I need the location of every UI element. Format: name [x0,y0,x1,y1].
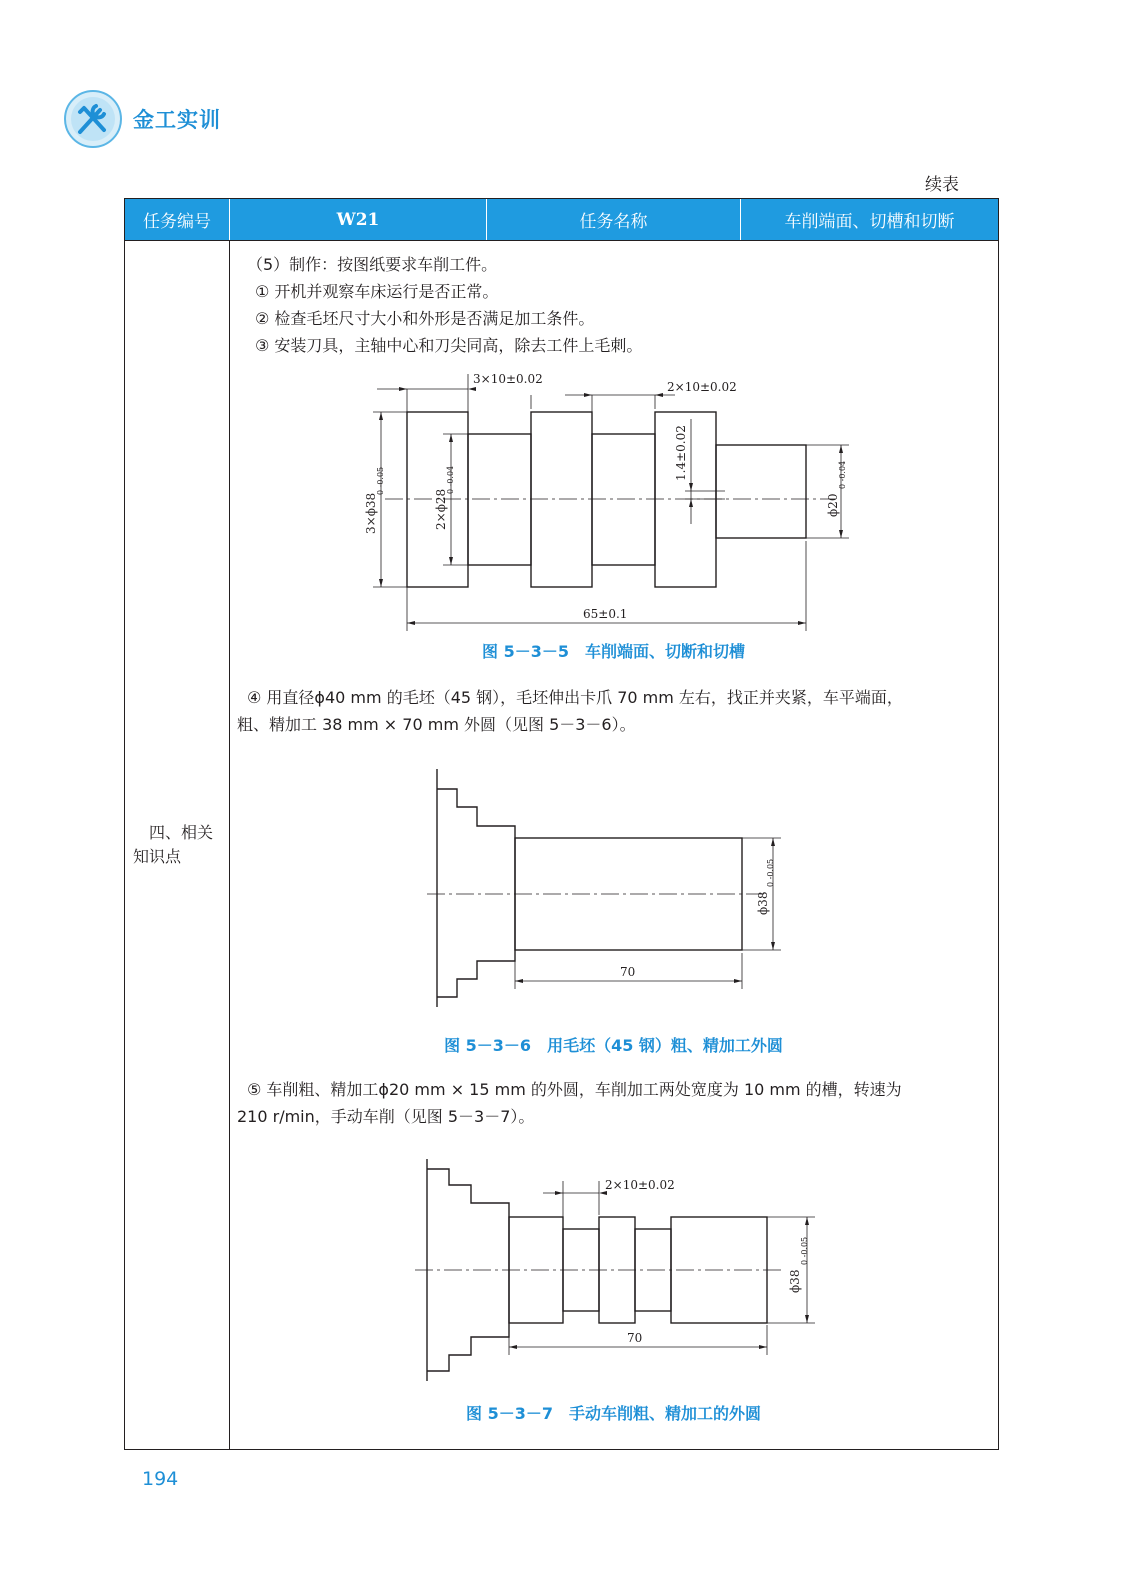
fig1-dim-left-inner: 2×ϕ28 [434,488,448,530]
step-item-2: ② 检查毛坯尺寸大小和外形是否满足加工条件。 [255,309,595,328]
fig1-dim-bottom: 65±0.1 [583,607,628,621]
step-item-3: ③ 安装刀具，主轴中心和刀尖同高，除去工件上毛刺。 [255,336,643,355]
task-table [124,198,999,1450]
header-task-number-label: 任务编号 [125,199,230,240]
page-number: 194 [142,1468,179,1490]
fig3-dim-right-tol: 0 -0.05 [800,1236,809,1265]
table-header-row [125,199,998,241]
figure-5-3-5-drawing [365,369,885,639]
fig1-dim-offset: 1.4±0.02 [674,425,688,481]
fig3-dim-top: 2×10±0.02 [605,1178,675,1192]
book-title: 金工实训 [133,108,221,132]
step-5-line-2: 210 r/min，手动车削（见图 5－3－7）。 [237,1107,535,1126]
figure-5-3-7-caption: 图 5－3－7 手动车削粗、精加工的外圆 [466,1404,761,1423]
figure-5-3-6-caption: 图 5－3－6 用毛坯（45 钢）粗、精加工外圆 [444,1036,783,1055]
step-5-line-1: ⑤ 车削粗、精加工ϕ20 mm × 15 mm 的外圆，车削加工两处宽度为 10 mm 的槽，转速为 [247,1080,902,1099]
fig1-dim-left-outer: 3×ϕ38 [364,492,378,534]
header-task-name-value: 车削端面、切槽和切断 [784,212,955,232]
fig1-dim-right: ϕ20 [826,493,840,517]
section-label-line-2: 知识点 [133,847,182,866]
section-label [133,821,213,869]
step-4-line-2: 粗、精加工 38 mm × 70 mm 外圆（见图 5－3－6）。 [237,715,636,734]
book-logo [62,88,124,150]
fig3-dim-right: ϕ38 [788,1269,802,1293]
fig2-dim-right: ϕ38 [756,891,770,915]
content-cell [237,241,990,1449]
fig1-dim-top-left: 3×10±0.02 [473,372,543,386]
figure-5-3-7-drawing [405,1159,825,1389]
header-task-number-value: W21 [230,199,487,240]
section-label-line-1: 四、相关 [149,823,214,842]
fig1-dim-left-inner-tol: 0 -0.04 [446,465,455,494]
table-continued-note: 续表 [925,175,959,195]
step-5-heading: （5）制作：按图纸要求车削工件。 [247,255,498,274]
section-label-cell [125,241,230,1449]
fig1-dim-left-outer-tol: 0 -0.05 [376,466,385,495]
step-item-1: ① 开机并观察车床运行是否正常。 [255,282,499,301]
step-4-line-1: ④ 用直径ϕ40 mm 的毛坯（45 钢），毛坯伸出卡爪 70 mm 左右，找正并夹紧，车平端面， [247,688,903,707]
figure-5-3-6-drawing [425,769,825,1019]
figure-5-3-5-caption: 图 5－3－5 车削端面、切断和切槽 [482,642,745,661]
fig2-dim-bottom: 70 [620,965,636,979]
fig2-dim-right-tol: 0 -0.05 [766,858,775,887]
fig1-dim-top-right: 2×10±0.02 [667,380,737,394]
fig3-dim-bottom: 70 [627,1331,643,1345]
header-task-name-label: 任务名称 [487,199,741,240]
fig1-dim-right-tol: 0 -0.04 [838,460,847,489]
